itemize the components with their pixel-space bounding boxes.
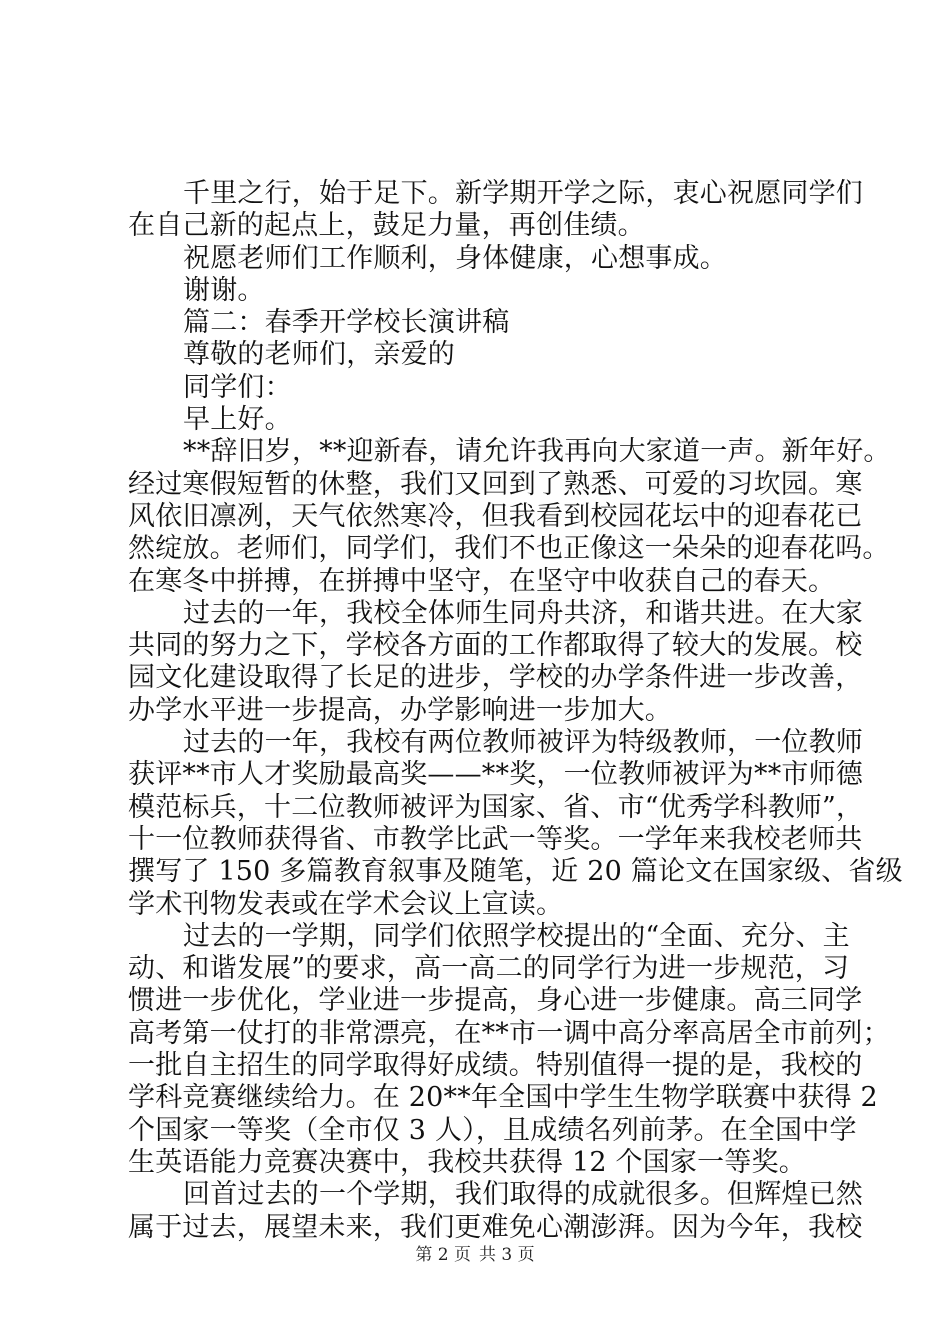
page-footer — [0, 1244, 950, 1266]
text-line: 回首过去的一个学期，我们取得的成就很多。但辉煌已然 — [183, 1179, 863, 1211]
text-line: 过去的一年，我校有两位教师被评为特级教师，一位教师 — [183, 727, 863, 759]
text-line: 过去的一年，我校全体师生同舟共济，和谐共进。在大家 — [183, 597, 863, 629]
text-line: 学科竞赛继续给力。在 20**年全国中学生生物学联赛中获得 2 — [128, 1082, 878, 1114]
text-line: 在自己新的起点上，鼓足力量，再创佳绩。 — [128, 210, 645, 242]
text-line: 属于过去，展望未来，我们更难免心潮澎湃。因为今年，我校 — [128, 1211, 863, 1243]
text-line: 撰写了 150 多篇教育叙事及随笔，近 20 篇论文在国家级、省级 — [128, 856, 903, 888]
text-line: 尊敬的老师们，亲爱的 — [183, 339, 455, 371]
page-total: 共 3 页 — [479, 1245, 535, 1265]
text-line: 祝愿老师们工作顺利，身体健康，心想事成。 — [183, 242, 727, 274]
text-line: 风依旧凛冽，天气依然寒冷，但我看到校园花坛中的迎春花已 — [128, 500, 863, 532]
text-line: 模范标兵，十二位教师被评为国家、省、市“优秀学科教师”， — [128, 791, 864, 823]
text-line: 千里之行，始于足下。新学期开学之际，衷心祝愿同学们 — [183, 178, 863, 209]
text-line: 生英语能力竞赛决赛中，我校共获得 12 个国家一等奖。 — [128, 1146, 806, 1178]
text-line: 在寒冬中拼搏，在拼搏中坚守，在坚守中收获自己的春天。 — [128, 565, 836, 597]
document-body — [128, 178, 903, 1244]
text-line: 过去的一学期，同学们依照学校提出的“全面、充分、主 — [183, 920, 850, 952]
text-line: 一批自主招生的同学取得好成绩。特别值得一提的是，我校的 — [128, 1050, 863, 1082]
text-line: 园文化建设取得了长足的进步，学校的办学条件进一步改善， — [128, 662, 863, 694]
text-line: 谢谢。 — [183, 274, 265, 306]
page-number: 第 2 页 — [415, 1245, 471, 1265]
text-line: **辞旧岁，**迎新春，请允许我再向大家道一声。新年好。 — [183, 436, 891, 468]
text-line: 高考第一仗打的非常漂亮，在**市一调中高分率高居全市前列； — [128, 1017, 890, 1049]
text-line: 篇二：春季开学校长演讲稿 — [183, 307, 510, 339]
text-line: 办学水平进一步提高，办学影响进一步加大。 — [128, 694, 672, 726]
text-line: 个国家一等奖（全市仅 3 人），且成绩名列前茅。在全国中学 — [128, 1114, 857, 1146]
text-line: 早上好。 — [183, 404, 292, 436]
text-line: 获评**市人才奖励最高奖——**奖，一位教师被评为**市师德 — [128, 759, 863, 791]
text-line: 同学们： — [183, 371, 292, 403]
text-line: 十一位教师获得省、市教学比武一等奖。一学年来我校老师共 — [128, 823, 863, 855]
text-line: 学术刊物发表或在学术会议上宣读。 — [128, 888, 564, 920]
text-line: 动、和谐发展”的要求，高一高二的同学行为进一步规范，习 — [128, 953, 850, 985]
text-line: 共同的努力之下，学校各方面的工作都取得了较大的发展。校 — [128, 630, 863, 662]
text-line: 经过寒假短暂的休整，我们又回到了熟悉、可爱的习坎园。寒 — [128, 468, 863, 500]
text-line: 然绽放。老师们，同学们，我们不也正像这一朵朵的迎春花吗。 — [128, 533, 890, 565]
text-line: 惯进一步优化，学业进一步提高，身心进一步健康。高三同学 — [128, 985, 863, 1017]
